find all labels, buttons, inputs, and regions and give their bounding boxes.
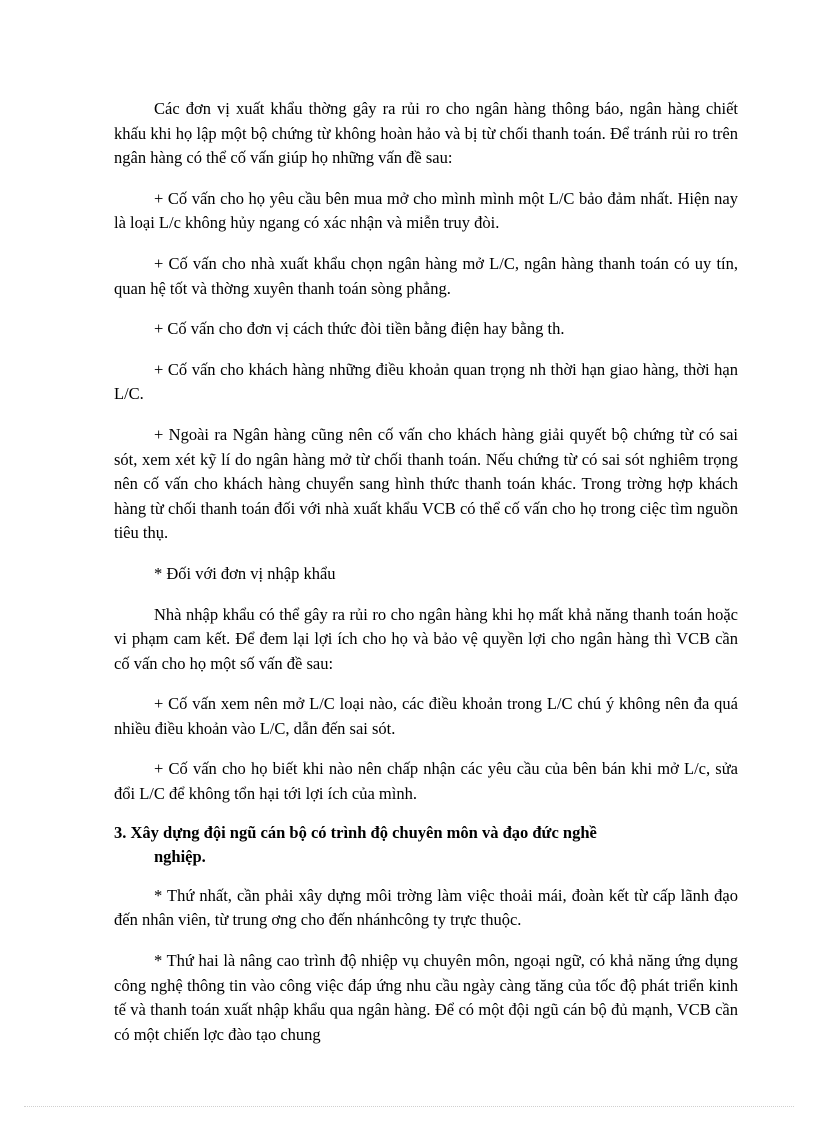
section-heading-line1: 3. Xây dựng đội ngũ cán bộ có trình độ chuyên môn và đạo đức nghề [114,822,597,842]
paragraph-advise-amendment: + Cố vấn cho họ biết khi nào nên chấp nhận các yêu cầu của bên bán khi mở L/c, sửa đổi L/C để không tổn hại tới lợi ích của mình. [114,759,738,804]
paragraph-importer-title: * Đối với đơn vị nhập khẩu [154,563,336,583]
paragraph-first-point: * Thứ nhất, cần phải xây dựng môi trờng làm việc thoải mái, đoàn kết từ cấp lãnh đạo đến nhân viên, từ trung ơng cho đến nhánhcông ty trực thuộc. [114,885,738,930]
paragraph-second-point: * Thứ hai là nâng cao trình độ nhiệp vụ chuyên môn, ngoại ngữ, có khả năng ứng dụng công nghệ thông tin vào công việc đáp ứng nhu cầu ngày càng tăng của tốc độ phát triển kinh tế và thanh toán xuất nhập khẩu qua ngân hàng. Để có một đội ngũ cán bộ đủ mạnh, VCB cần có một chiến lợc đào tạo chung [114,951,738,1044]
paragraph-advise-documents: + Ngoài ra Ngân hàng cũng nên cố vấn cho khách hàng giải quyết bộ chứng từ có sai sót, xem xét kỹ lí do ngân hàng mở từ chối thanh toán. Nếu chứng từ có sai sót nghiêm trọng nên cố vấn cho khách hàng chuyển sang hình thức thanh toán khác. Trong trờng hợp khách hàng từ chối thanh toán đối với nhà xuất khẩu VCB có thể cố vấn cho họ trong ciệc tìm nguồn tiêu thụ. [114,424,738,543]
paragraph-advise-lc-type: + Cố vấn xem nên mở L/C loại nào, các điều khoản trong L/C chú ý không nên đa quá nhiều điều khoản vào L/C, dẫn đến sai sót. [114,694,738,738]
paragraph-advise-lc: + Cố vấn cho họ yêu cầu bên mua mở cho mình mình một L/C bảo đảm nhất. Hiện nay là loại L/c không hủy ngang có xác nhận và miễn truy đòi. [114,188,738,233]
page-bottom-rule [24,1106,794,1107]
section-heading [114,821,738,870]
paragraph-advise-claim: + Cố vấn cho đơn vị cách thức đòi tiền bằng điện hay bằng th. [154,319,565,339]
paragraph-importer-risk: Nhà nhập khẩu có thể gây ra rủi ro cho ngân hàng khi họ mất khả năng thanh toán hoặc vi phạm cam kết. Để đem lại lợi ích cho họ và bảo vệ quyền lợi cho ngân hàng thì VCB cần cố vấn cho họ một số vấn đề sau: [114,604,738,673]
paragraph-advise-terms: + Cố vấn cho khách hàng những điều khoản quan trọng nh thời hạn giao hàng, thời hạn L/C. [114,359,738,404]
section-heading-line2: nghiệp. [154,847,206,867]
paragraph-exporter-risk: Các đơn vị xuất khẩu thờng gây ra rủi ro cho ngân hàng thông báo, ngân hàng chiết khấu khi họ lập một bộ chứng từ không hoàn hảo và bị từ chối thanh toán. Để tránh rủi ro trên ngân hàng có thể cố vấn giúp họ những vấn đề sau: [114,99,738,168]
paragraph-advise-bank: + Cố vấn cho nhà xuất khẩu chọn ngân hàng mở L/C, ngân hàng thanh toán có uy tín, quan hệ tốt và thờng xuyên thanh toán sòng phẳng. [114,253,738,298]
document-page [114,97,738,1047]
